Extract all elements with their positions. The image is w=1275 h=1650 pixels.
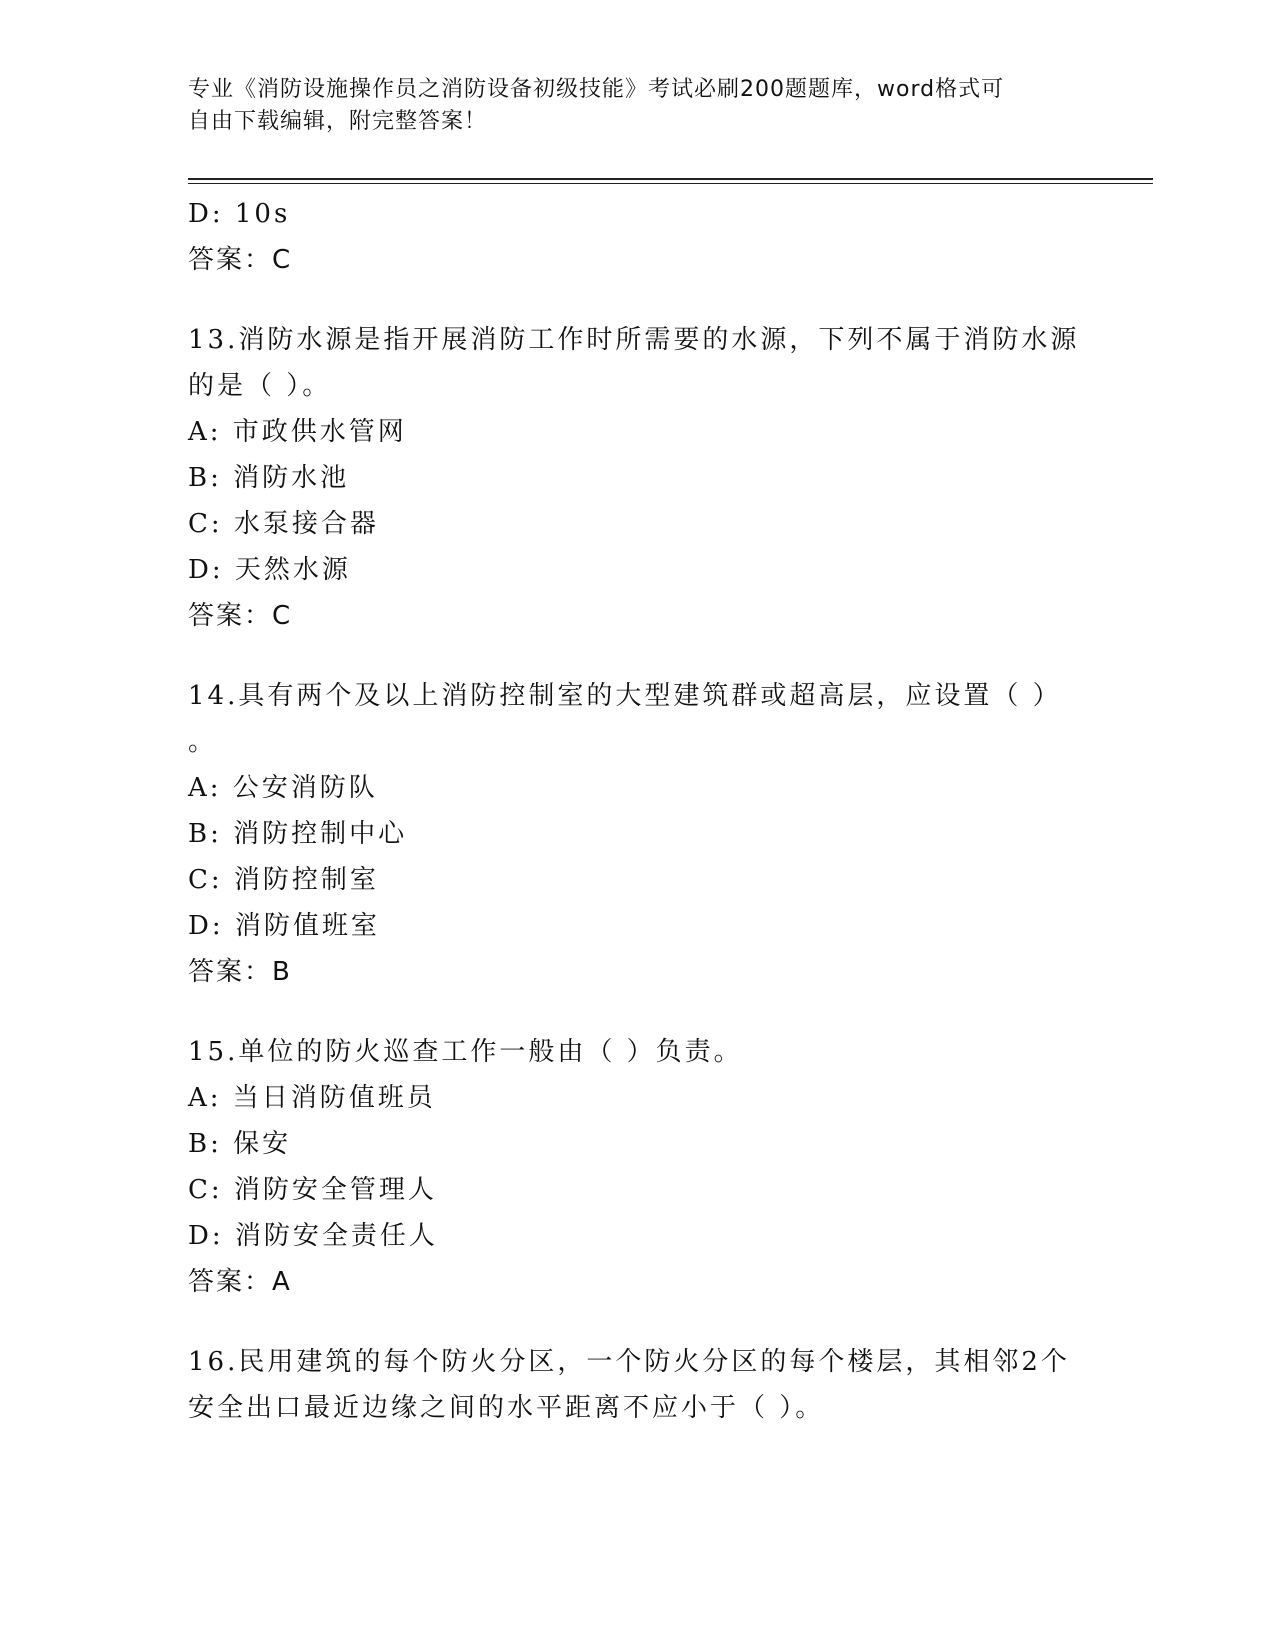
option-d: D: 消防安全责任人 (188, 1221, 438, 1251)
question-14 (188, 673, 1088, 995)
question-13 (188, 317, 1088, 639)
option-c: C: 消防控制室 (188, 865, 379, 895)
document-header (188, 74, 1088, 138)
question-stem-line: 的是（ ）。 (188, 371, 332, 401)
option-a: A: 公安消防队 (188, 773, 378, 803)
option-b: B: 消防水池 (188, 463, 350, 493)
answer: 答案：C (188, 601, 293, 631)
question-16 (188, 1339, 1088, 1431)
question-stem-line: 14.具有两个及以上消防控制室的大型建筑群或超高层，应设置（ ） (188, 681, 1062, 711)
header-divider-thin (188, 183, 1153, 184)
option-b: B: 消防控制中心 (188, 819, 408, 849)
answer: 答案：A (188, 1267, 292, 1297)
header-divider-thick (188, 178, 1153, 180)
option-d: D: 消防值班室 (188, 911, 380, 941)
question-stem-line: 16.民用建筑的每个防火分区，一个防火分区的每个楼层，其相邻2个 (188, 1347, 1070, 1377)
option-c: C: 水泵接合器 (188, 509, 379, 539)
header-line-1: 专业《消防设施操作员之消防设备初级技能》考试必刷200题题库，word格式可 (188, 77, 1005, 102)
question-15 (188, 1029, 1088, 1305)
option-a: A: 当日消防值班员 (188, 1083, 436, 1113)
option-d: D: 天然水源 (188, 555, 351, 585)
option-b: B: 保安 (188, 1129, 292, 1159)
answer: 答案：C (188, 245, 293, 275)
question-stem-line: 13.消防水源是指开展消防工作时所需要的水源，下列不属于消防水源 (188, 325, 1080, 355)
option-a: A: 市政供水管网 (188, 417, 407, 447)
question-12-tail (188, 191, 1088, 283)
question-stem-line: 安全出口最近边缘之间的水平距离不应小于（ ）。 (188, 1393, 825, 1423)
option-d: D: 10s (188, 199, 291, 229)
question-list (188, 191, 1088, 1431)
option-c: C: 消防安全管理人 (188, 1175, 437, 1205)
question-stem-line: 15.单位的防火巡查工作一般由（ ）负责。 (188, 1037, 743, 1067)
question-stem-line: 。 (188, 727, 218, 757)
answer: 答案：B (188, 957, 292, 987)
header-line-2: 自由下载编辑，附完整答案！ (188, 109, 488, 134)
